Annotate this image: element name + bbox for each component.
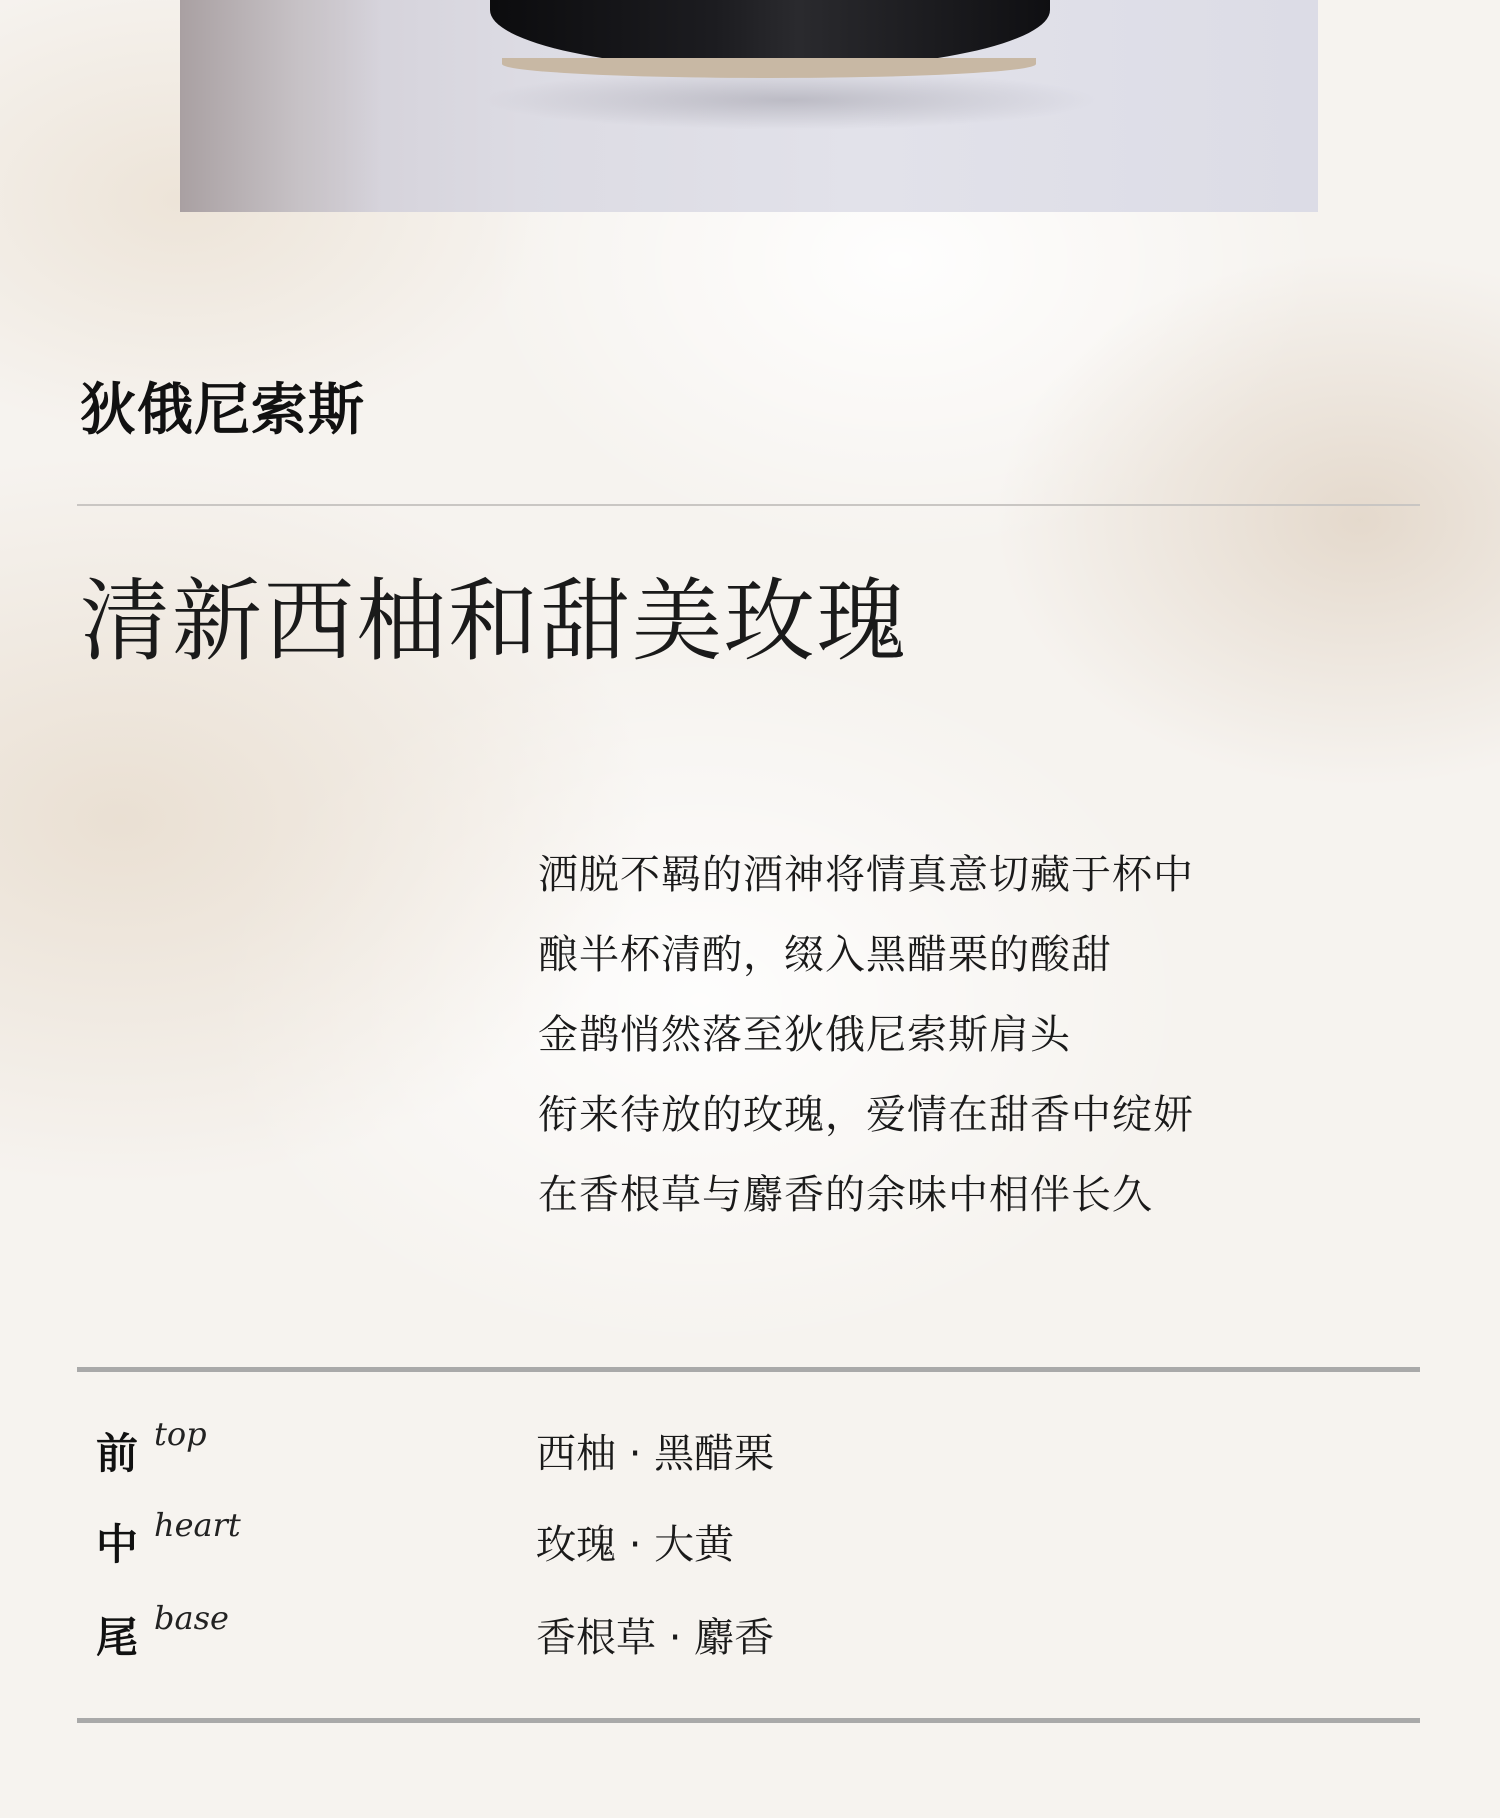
poem-line: 在香根草与麝香的余味中相伴长久 (538, 1172, 1153, 1218)
title-divider (77, 504, 1420, 506)
note-label-cn: 前 (96, 1429, 139, 1478)
product-name: 狄俄尼索斯 (80, 378, 365, 443)
poem-description (538, 835, 1194, 1235)
candle-jar-shadow (480, 70, 1100, 130)
note-ingredients: 西柚 · 黑醋栗 (536, 1431, 775, 1477)
poem-line: 衔来待放的玫瑰，爱情在甜香中绽妍 (538, 1092, 1194, 1138)
note-ingredients: 玫瑰 · 大黄 (536, 1522, 735, 1568)
notes-bottom-divider (77, 1718, 1420, 1723)
note-label-en: base (154, 1599, 229, 1637)
note-label-en: top (154, 1415, 207, 1453)
note-row-heart (96, 1506, 1396, 1575)
note-label-cn: 中 (96, 1520, 139, 1569)
note-ingredients: 香根草 · 麝香 (536, 1615, 775, 1661)
product-photo (180, 0, 1318, 212)
note-row-top (96, 1415, 1396, 1484)
poem-line: 酿半杯清酌，缀入黑醋栗的酸甜 (538, 932, 1112, 978)
poem-line: 金鹊悄然落至狄俄尼索斯肩头 (538, 1012, 1071, 1058)
note-row-base (96, 1599, 1396, 1668)
poem-line: 洒脱不羁的酒神将情真意切藏于杯中 (538, 852, 1194, 898)
photo-wall-shadow (180, 0, 380, 212)
product-tagline: 清新西柚和甜美玫瑰 (80, 569, 908, 674)
notes-top-divider (77, 1367, 1420, 1372)
note-label-cn: 尾 (96, 1613, 139, 1662)
note-label-en: heart (154, 1506, 241, 1544)
